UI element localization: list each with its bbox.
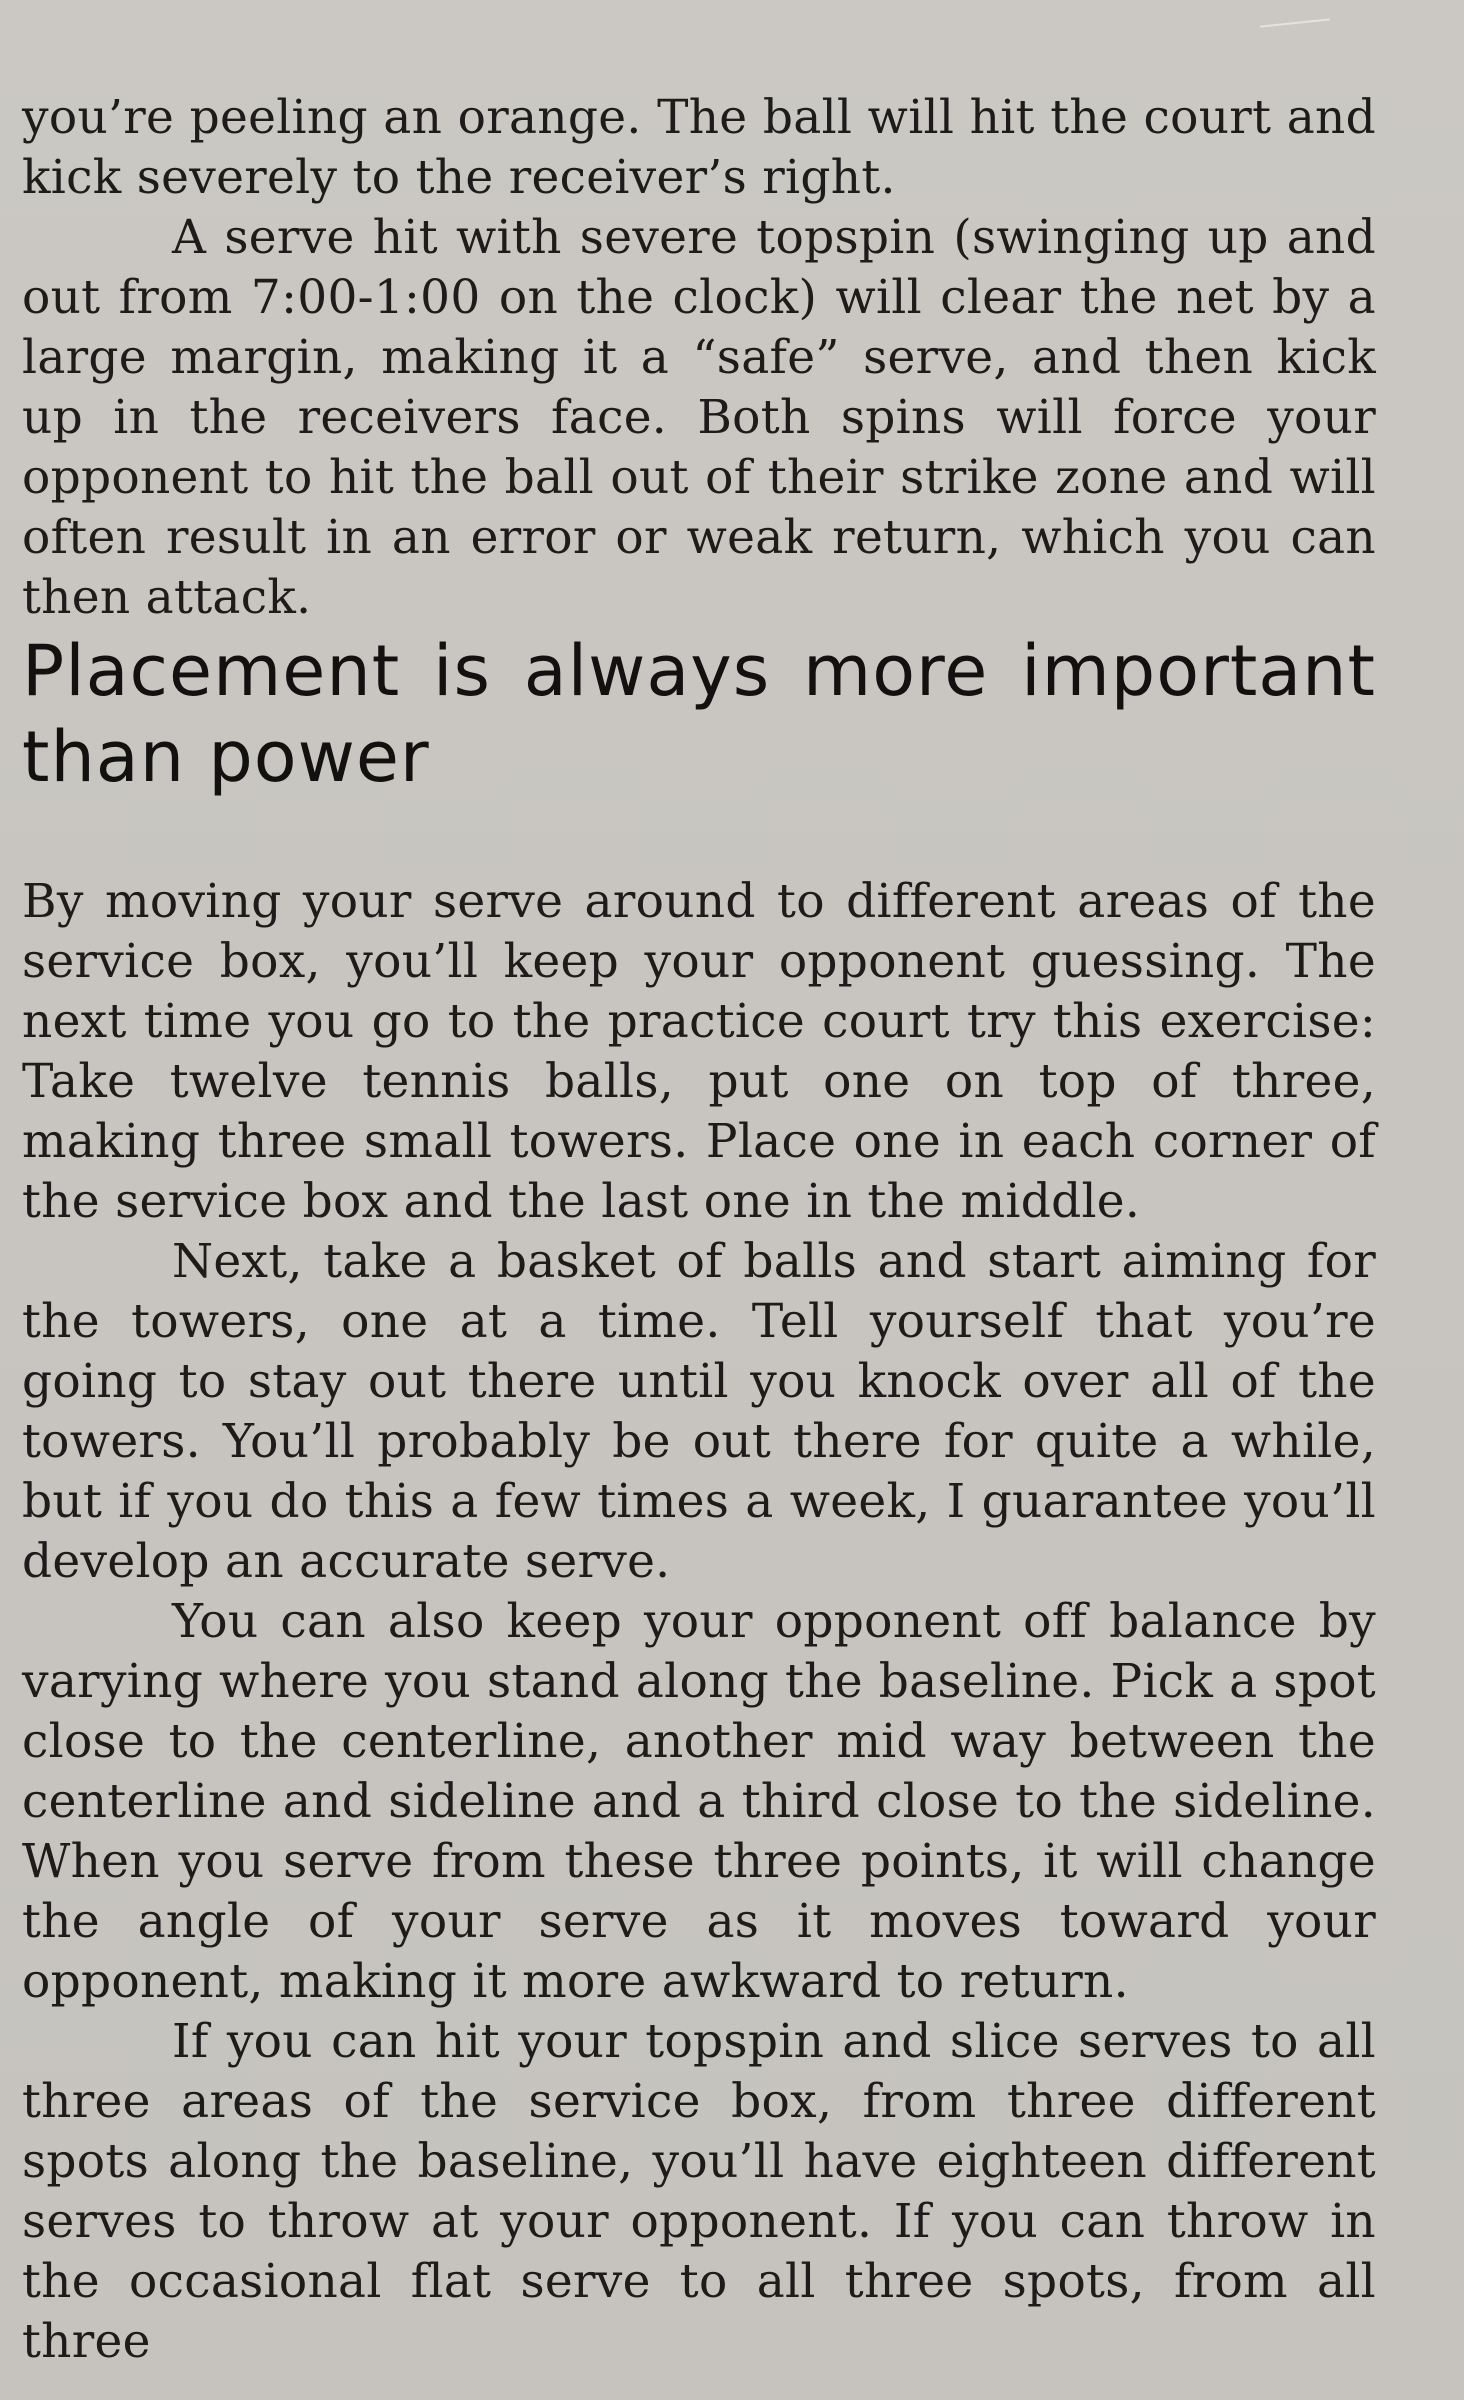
scan-artifact — [1260, 18, 1330, 27]
paragraph-towers-exercise: Next, take a basket of balls and start aiming for the towers, one at a time. Tell yourself that you’re going to stay out there until you knock over all of the towers. You’ll probably be out there for quite a while, but if you do this a few times a week, I guarantee you’ll develop an accurate serve. — [22, 1234, 1376, 1589]
paragraph-eighteen-serves: If you can hit your topspin and slice serves to all three areas of the service box, from three different spots along the baseline, you’ll have eighteen different serves to throw at your opponent. If you can throw in the occasional flat serve to all three spots, from all three — [22, 2014, 1376, 2369]
paragraph-baseline-position: You can also keep your opponent off balance by varying where you stand along the baseline. Pick a spot close to the centerline, another mid way between the centerline and sideline and a third close to the sideline. When you serve from these three points, it will change the angle of your serve as it moves toward your opponent, making it more awkward to return. — [22, 1594, 1376, 2009]
main-text-block — [22, 872, 1376, 2372]
paragraph-moving-serve: By moving your serve around to different areas of the service box, you’ll keep your opponent guessing. The next time you go to the practice court try this exercise: Take twelve tennis balls, put one on top of three, making three small towers. Place one in each corner of the service box and the last one in the middle. — [22, 874, 1376, 1229]
paragraph-topspin-serve: A serve hit with severe topspin (swinging up and out from 7:00-1:00 on the clock) will clear the net by a large margin, making it a “safe” serve, and then kick up in the receivers face. Both spins will force your opponent to hit the ball out of their strike zone and will often result in an error or weak return, which you can then attack. — [22, 210, 1376, 625]
section-heading: Placement is always more important than power — [22, 630, 1376, 798]
top-text-block — [22, 88, 1376, 628]
paragraph-continuation: you’re peeling an orange. The ball will hit the court and kick severely to the receiver’s right. — [22, 90, 1376, 205]
